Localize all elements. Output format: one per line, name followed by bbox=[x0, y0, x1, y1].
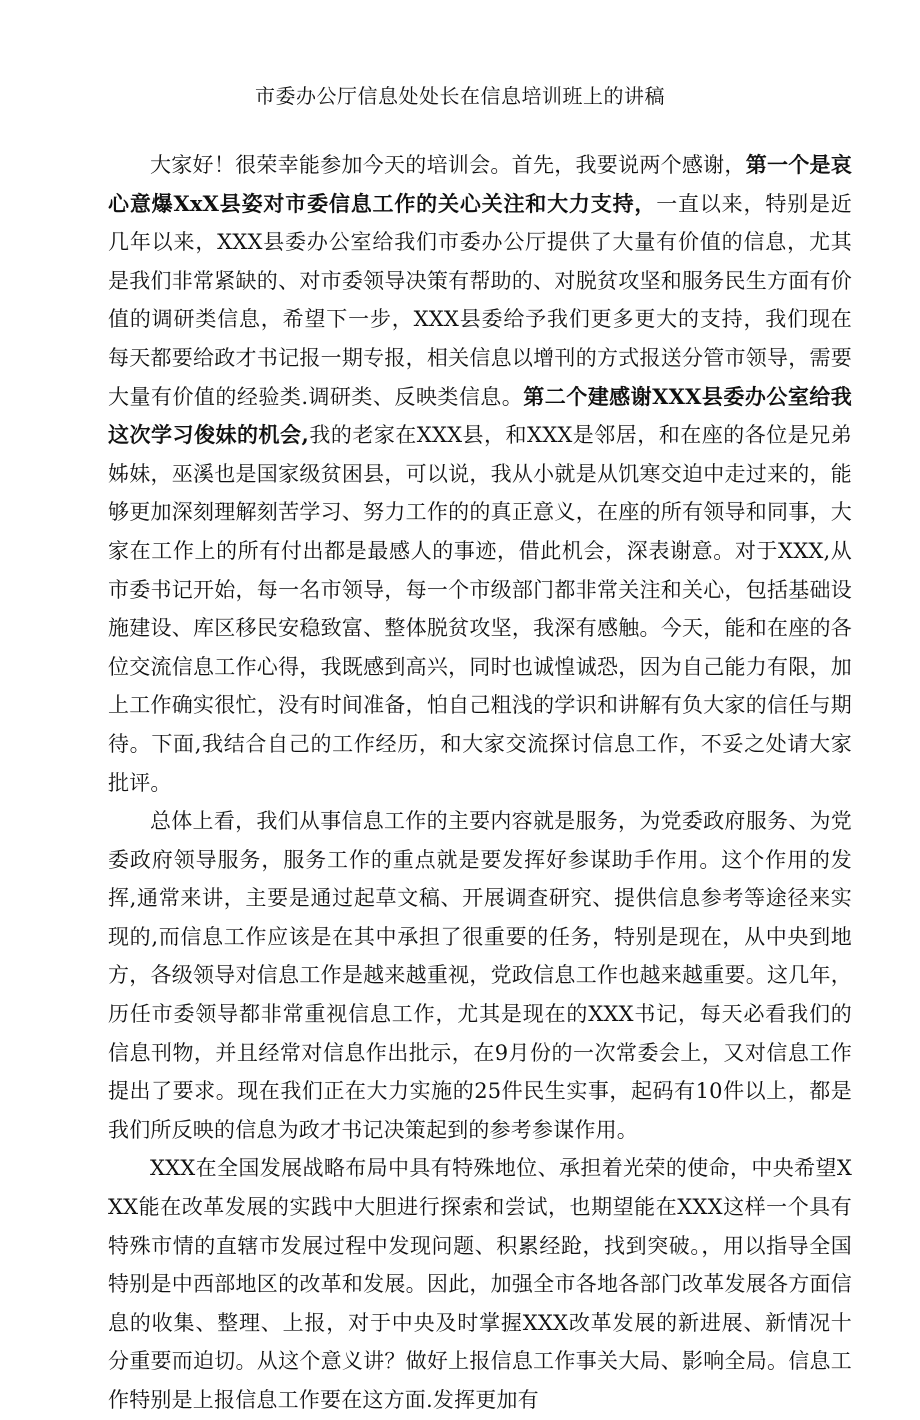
paragraph-1-second-thanks-detail: 我的老家在XXX县，和XXX是邻居，和在座的各位是兄弟姊妹，巫溪也是国家级贫困县，可以说，我从小就是从饥寒交迫中走过来的，能够更加深刻理解刻苦学习、努力工作的的真正意义，在座的所有领导和同事，大家在工作上的所有付出都是最感人的事迹，借此机会，深表谢意。对于XXX,从市委书记开始，每一名市领导，每一个市级部门都非常关注和关心，包括基础设施建设、库区移民安稳致富、整体脱贫攻坚，我深有感触。今天，能和在座的各位交流信息工作心得，我既感到高兴，同时也诚惶诚恐，因为自己能力有限，加上工作确实很忙，没有时间准备，怕自己粗浅的学识和讲解有负大家的信任与期待。下面,我结合自己的工作经历，和大家交流探讨信息工作，不妥之处请大家批评。 bbox=[108, 423, 852, 795]
paragraph-1-first-thanks: 第一个是哀心意爆XxX县姿对市委信息工作的关心关注和大力支持， bbox=[108, 152, 853, 216]
document-title: 市委办公厅信息处处长在信息培训班上的讲稿 bbox=[255, 84, 665, 108]
paragraph-1-first-thanks-detail: 一直以来，特别是近几年以来，XXX县委办公室给我们市委办公厅提供了大量有价值的信息，尤其是我们非常紧缺的、对市委领导决策有帮助的、对脱贫攻坚和服务民生方面有价值的调研类信息，希望下一步，XXX县委给予我们更多更大的支持，我们现在每天都要给政才书记报一期专报，相关信息以增刊的方式报送分管市领导，需要大量有价值的经验类.调研类、反映类信息。 bbox=[108, 191, 852, 409]
paragraph-3-text: XXX在全国发展战略布局中具有特殊地位、承担着光荣的使命，中央希望XXX能在改革发展的实践中大胆进行探索和尝试，也期望能在XXX这样一个具有特殊市情的直辖市发展过程中发现问题、积累经跄，找到突破。，用以指导全国特别是中西部地区的改革和发展。因此，加强全市各地各部门改革发展各方面信息的收集、整理、上报，对于中央及时掌握XXX改革发展的新进展、新情况十分重要而迫切。从这个意义讲？做好上报信息工作事关大局、影响全局。信息工作特别是上报信息工作要在这方面.发挥更加有 bbox=[108, 1156, 852, 1412]
paragraph-1-second-thanks: 第二个建感谢XXX县委办公室给我这次学习俊妹的机会, bbox=[108, 383, 852, 448]
paragraph-2-text: 总体上看，我们从事信息工作的主要内容就是服务，为党委政府服务、为党委政府领导服务，服务工作的重点就是要发挥好参谋助手作用。这个作用的发挥,通常来讲，主要是通过起草文稿、开展调查研究、提供信息参考等途径来实现的,而信息工作应该是在其中承担了很重要的任务，特别是现在，从中央到地方，各级领导对信息工作是越来越重视，党政信息工作也越来越重要。这几年，历任市委领导都非常重视信息工作，尤其是现在的XXX书记，每天必看我们的信息刊物，并且经常对信息作出批示，在9月份的一次常委会上，又对信息工作提出了要求。现在我们正在大力实施的25件民生实事，起码有10件以上，都是我们所反映的信息为政才书记决策起到的参考参谋作用。 bbox=[108, 809, 852, 1142]
paragraph-2 bbox=[108, 802, 852, 1149]
paragraph-3 bbox=[108, 1149, 852, 1419]
document-body bbox=[108, 146, 852, 1420]
paragraph-1 bbox=[108, 146, 852, 802]
paragraph-1-intro: 大家好！很荣幸能参加今天的培训会。首先，我要说两个感谢， bbox=[150, 153, 746, 177]
